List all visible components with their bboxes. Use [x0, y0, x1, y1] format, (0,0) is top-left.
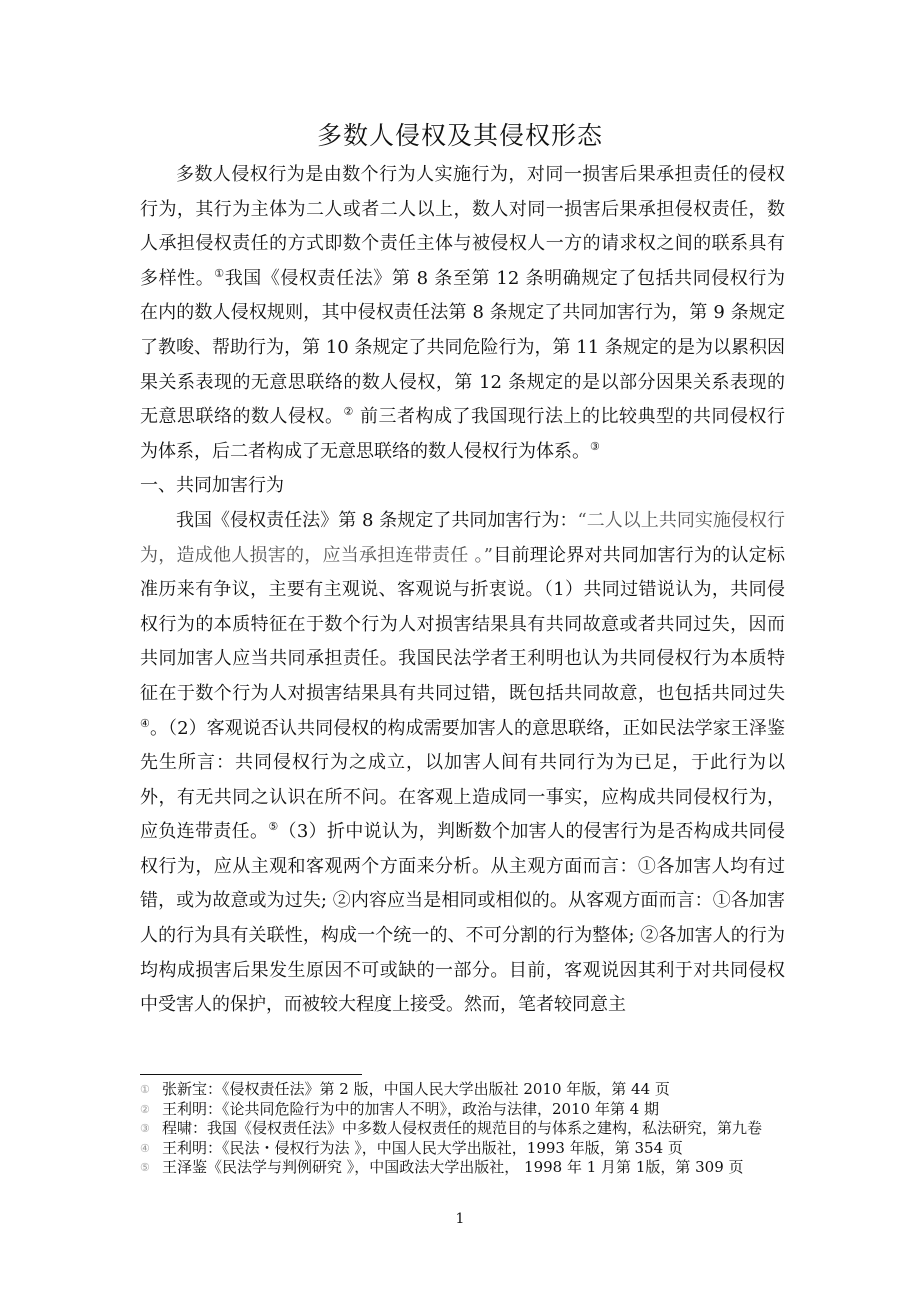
page-title: 多数人侵权及其侵权形态 — [316, 121, 603, 150]
footnote-text: 王泽鉴《民法学与判例研究 》，中国政法大学出版社， 1998 年 1 月第 1版，第 309 页 — [162, 1158, 744, 1176]
intro-text-2: 我国《侵权责任法》第 8 条至第 12 条明确规定了包括共同侵权行为 在内的数人侵权规则，其中侵权责任法第 8 条规定了共同加害行为，第 9 条规定了教唆、帮助行为，第 10 条规定了共同危险行为，第 11 条规定的是为以累积因 果关系表现的无意思联络的数人侵权，第 12 条规定的是以部分因果关系表现的无意思联络的数人侵权。 — [140, 267, 785, 428]
footnote-divider — [140, 1074, 362, 1075]
section-text-c: 。（2）客观说否认共同侵权的构成需要加害人的意思联络，正如民法学家王泽鉴先生所言：共同侵权行为之成立，以加害人间有共同行为为已足，于此行为以外，有无共同之认识在所不问。在客观上造成同一事实，应构成共同侵权行为，应负连带责任。 — [140, 717, 785, 843]
footnote-ref-3[interactable]: ③ — [590, 439, 600, 453]
intro-paragraph — [140, 158, 785, 469]
footnote — [140, 1119, 800, 1139]
footnote — [140, 1139, 800, 1159]
section-text-b: 目前理论界对共同加害行为的认定标准历来有争议，主要有主观说、客观说与折衷说。（1）共同过错说认为，共同侵权行为的本质特征在于数个行为人对损害结果具有共同故意或者共同过失，因而共同加害人应当共同承担责任。我国民法学者王利明也认为共同侵权行为本质特征在于数个行为人对损害结果具有共同过错，既包括共同故意，也包括共同过失 — [140, 544, 786, 704]
footnote-mark: ② — [140, 1102, 150, 1116]
intro-text: 多数人侵权行为是由数个行为人实施行为，对同一损害后果承担责任的侵权行为，其行为主体为二人或者二人以上，数人对同一损害后果承担侵权责任，数人承担侵权责任的方式即数个责任主体与被侵权人一方的请求权之间的联系具有多样性。 — [140, 164, 785, 289]
footnote-text: 程啸：我国《侵权责任法》中多数人侵权责任的规范目的与体系之建构，私法研究，第九卷 — [162, 1119, 763, 1137]
footnote-text: 王利明：《论共同危险行为中的加害人不明》，政治与法律，2010 年第 4 期 — [162, 1099, 660, 1118]
section-heading: 一、共同加害行为 — [140, 475, 284, 497]
footnote-text: 王利明：《民法・侵权行为法 》，中国人民大学出版社，1993 年版，第 354 页 — [162, 1138, 683, 1157]
footnote-mark: ① — [140, 1083, 150, 1096]
section-text-d: （3）折中说认为，判断数个加害人的侵害行为是否构成共同侵权行为，应从主观和客观两个方面来分析。从主观方面而言：①各加害人均有过错，或为故意或为过失; ②内容应当是相同或相似的。从客观方面而言：①各加害人的行为具有关联性，构成一个统一的、不可分割的行为整体; ②各加害人的行为均构成损害后果发生原因不可或缺的一部分。目前，客观说因其利于对共同侵权中受害人的保护，而被较大程度上接受。然而，笔者较同意主 — [140, 821, 786, 1016]
footnote — [140, 1080, 800, 1100]
footnote-mark: ③ — [140, 1122, 150, 1135]
law-quote: “二人以上共同实施侵权行为，造成他人损害的，应当承担连带责任 。” — [140, 509, 785, 566]
page-number: 1 — [455, 1211, 465, 1227]
section-text-a: 我国《侵权责任法》第 8 条规定了共同加害行为： — [176, 509, 578, 531]
footnote — [140, 1158, 800, 1178]
section-paragraph — [140, 504, 785, 1023]
footnote-mark: ⑤ — [140, 1161, 150, 1174]
footnote-mark: ④ — [140, 1141, 150, 1155]
footnotes — [140, 1080, 800, 1178]
intro-text-3: 前三者构成了我国现行法上的比较典型的共同侵权行为体系，后二者构成了无意思联络的数人侵权行为体系。 — [140, 406, 785, 462]
footnote-ref-1[interactable]: ① — [214, 266, 225, 280]
footnote — [140, 1100, 800, 1120]
document-body — [140, 158, 785, 1023]
footnote-ref-5[interactable]: ⑤ — [268, 820, 279, 834]
footnote-ref-2[interactable]: ② — [343, 405, 354, 419]
footnote-ref-4[interactable]: ④ — [140, 716, 150, 730]
footnote-text: 张新宝：《侵权责任法》第 2 版，中国人民大学出版社 2010 年版，第 44 页 — [162, 1080, 670, 1098]
